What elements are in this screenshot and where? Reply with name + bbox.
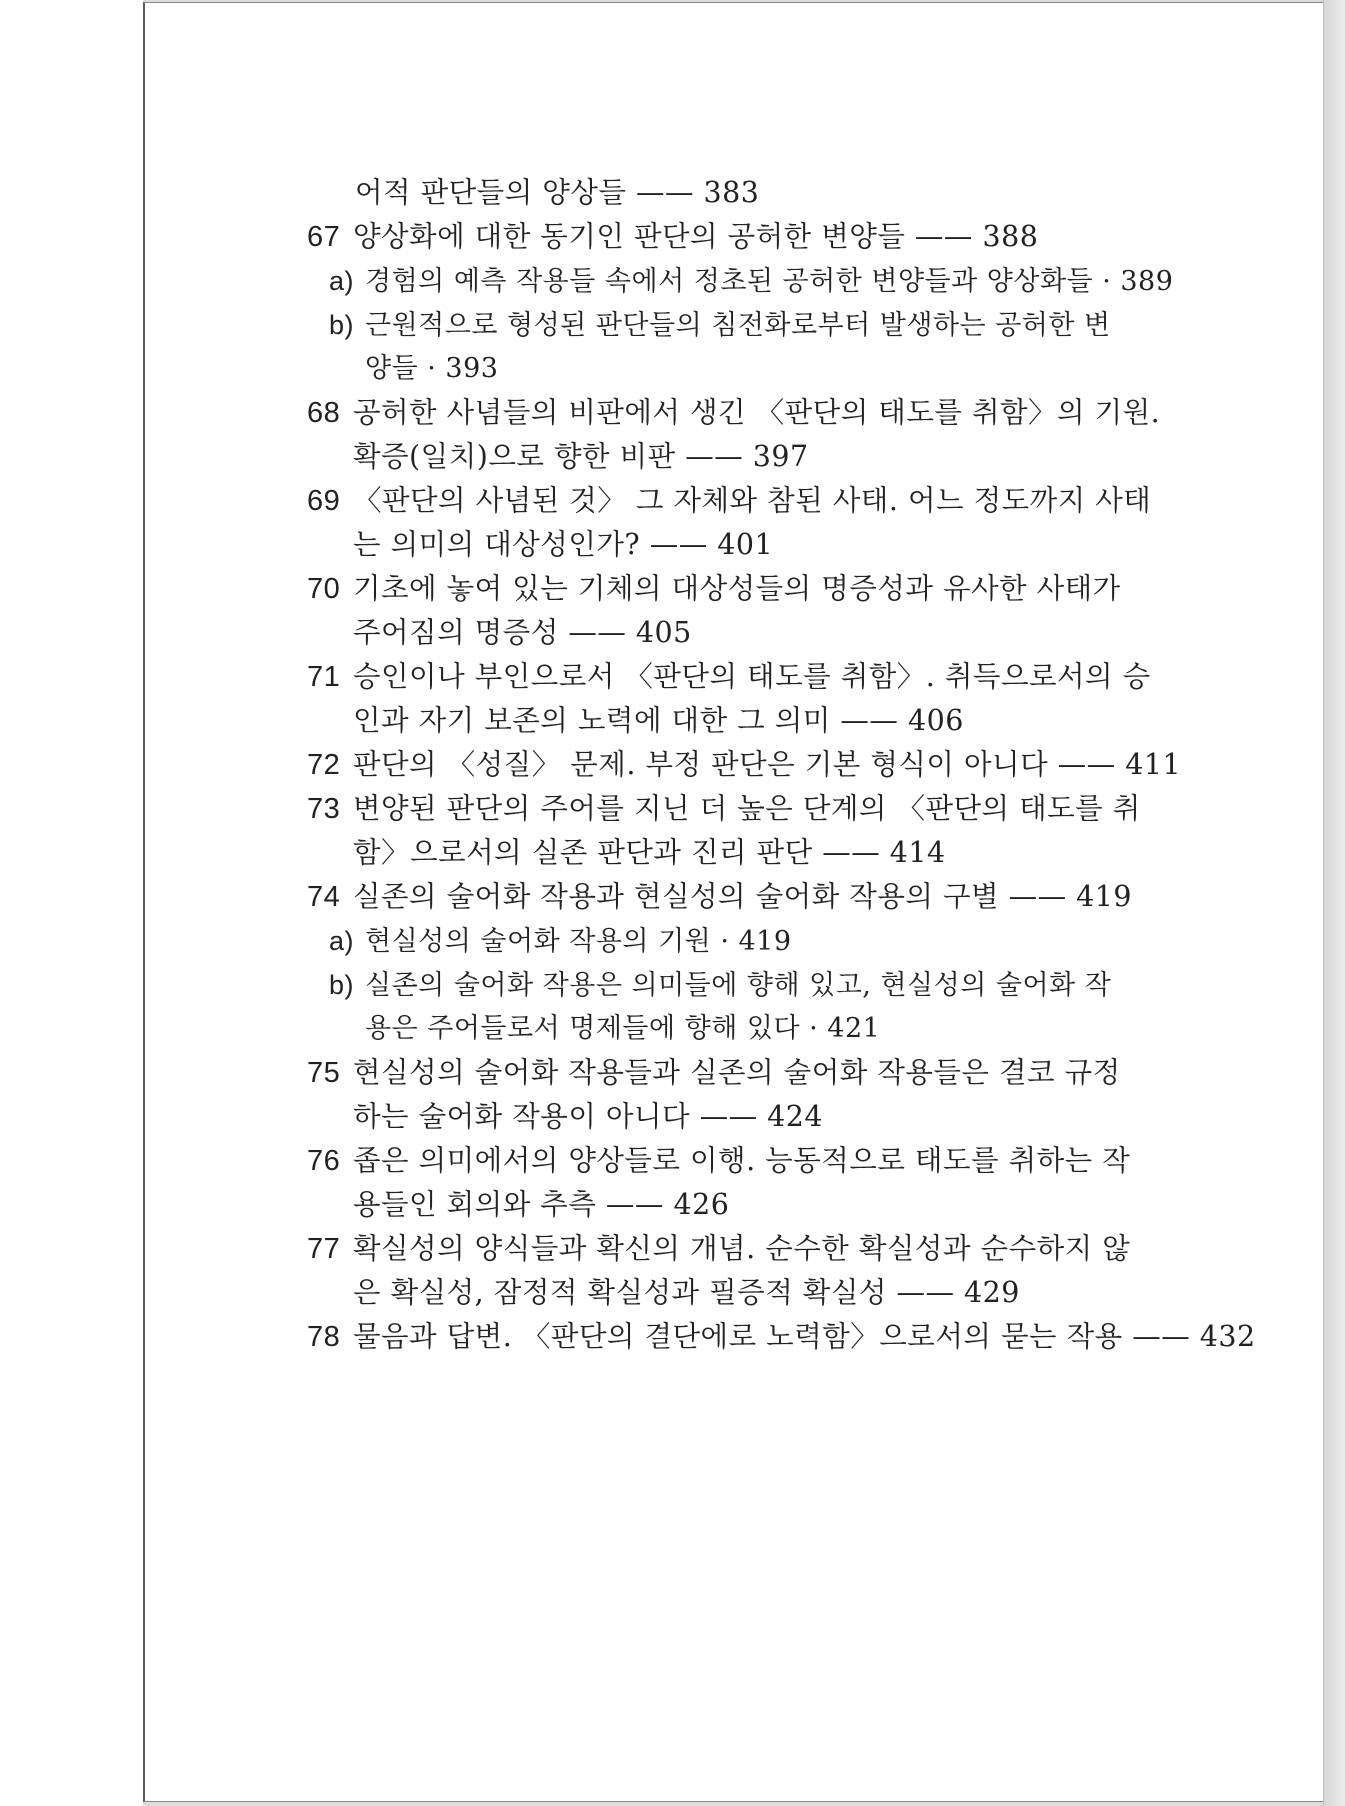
toc-entry-text: 실존의 술어화 작용은 의미들에 향해 있고, 현실성의 술어화 작 — [365, 970, 1112, 1001]
toc-line — [307, 1317, 1256, 1357]
toc-entry-text: 양들 · 393 — [365, 353, 499, 384]
toc-line — [307, 393, 1160, 433]
toc-entry-text: 용들인 회의와 추측 —— 426 — [353, 1188, 730, 1221]
toc-line — [329, 261, 1173, 301]
subsection-label: b) — [329, 310, 355, 340]
toc-entry-text: 은 확실성, 잠정적 확실성과 필증적 확실성 —— 429 — [353, 1276, 1020, 1309]
toc-entry-text: 양상화에 대한 동기인 판단의 공허한 변양들 —— 388 — [353, 220, 1039, 253]
viewer-left-margin — [0, 0, 143, 1806]
toc-line — [353, 1185, 729, 1225]
toc-entry-text: 주어짐의 명증성 —— 405 — [353, 616, 692, 649]
toc-line — [307, 745, 1181, 785]
toc-line — [307, 217, 1038, 257]
toc-line — [329, 921, 792, 961]
toc-entry-text: 물음과 답변. 〈판단의 결단에로 노력함〉으로서의 묻는 작용 —— 432 — [353, 1320, 1256, 1353]
toc-entry-text: 좁은 의미에서의 양상들로 이행. 능동적으로 태도를 취하는 작 — [353, 1144, 1131, 1177]
toc-line — [307, 481, 1151, 521]
toc-line — [353, 833, 946, 873]
toc-entry-text: 확실성의 양식들과 확신의 개념. 순수한 확실성과 순수하지 않 — [353, 1232, 1131, 1265]
toc-line — [329, 965, 1111, 1005]
section-number: 68 — [307, 397, 341, 429]
toc-line — [307, 657, 1151, 697]
toc-entry-text: 판단의 〈성질〉 문제. 부정 판단은 기본 형식이 아니다 —— 411 — [353, 748, 1182, 781]
toc-line — [307, 789, 1141, 829]
section-number: 70 — [307, 573, 341, 605]
toc-line — [307, 569, 1121, 609]
subsection-label: b) — [329, 970, 355, 1000]
toc-line — [353, 701, 964, 741]
subsection-label: a) — [329, 926, 355, 956]
section-number: 71 — [307, 661, 341, 693]
viewer-scrollbar-track[interactable] — [1323, 0, 1345, 1806]
toc-line — [353, 1097, 823, 1137]
section-number: 72 — [307, 749, 341, 781]
toc-line — [365, 349, 498, 389]
toc-entry-text: 현실성의 술어화 작용의 기원 · 419 — [365, 926, 792, 957]
toc-line — [329, 305, 1111, 345]
toc-line — [365, 1009, 880, 1049]
toc-line — [353, 1273, 1020, 1313]
toc-entry-text: 공허한 사념들의 비판에서 생긴 〈판단의 태도를 취함〉의 기원. — [353, 396, 1161, 429]
document-page — [143, 2, 1323, 1802]
toc-entry-text: 는 의미의 대상성인가? —— 401 — [353, 528, 774, 561]
toc-line — [353, 437, 809, 477]
toc-entry-text: 〈판단의 사념된 것〉 그 자체와 참된 사태. 어느 정도까지 사태 — [353, 484, 1152, 517]
toc-entry-text: 함〉으로서의 실존 판단과 진리 판단 —— 414 — [353, 836, 946, 869]
toc-line — [307, 877, 1132, 917]
toc-line — [307, 1141, 1130, 1181]
section-number: 76 — [307, 1145, 341, 1177]
section-number: 78 — [307, 1321, 341, 1353]
toc-entry-text: 실존의 술어화 작용과 현실성의 술어화 작용의 구별 —— 419 — [353, 880, 1133, 913]
toc-line — [355, 173, 759, 213]
toc-line — [353, 613, 692, 653]
section-number: 67 — [307, 221, 341, 253]
toc-entry-text: 승인이나 부인으로서 〈판단의 태도를 취함〉. 취득으로서의 승 — [353, 660, 1151, 693]
section-number: 74 — [307, 881, 341, 913]
section-number: 77 — [307, 1233, 341, 1265]
section-number: 75 — [307, 1057, 341, 1089]
toc-entry-text: 현실성의 술어화 작용들과 실존의 술어화 작용들은 결코 규정 — [353, 1056, 1121, 1089]
toc-entry-text: 어적 판단들의 양상들 —— 383 — [355, 176, 760, 209]
toc-entry-text: 경험의 예측 작용들 속에서 정초된 공허한 변양들과 양상화들 · 389 — [365, 266, 1174, 297]
toc-entry-text: 기초에 놓여 있는 기체의 대상성들의 명증성과 유사한 사태가 — [353, 572, 1121, 605]
toc-line — [307, 1229, 1130, 1269]
toc-line — [353, 525, 773, 565]
toc-entry-text: 근원적으로 형성된 판단들의 침전화로부터 발생하는 공허한 변 — [365, 310, 1111, 341]
section-number: 69 — [307, 485, 341, 517]
toc-entry-text: 용은 주어들로서 명제들에 향해 있다 · 421 — [365, 1013, 881, 1044]
toc-line — [307, 1053, 1121, 1093]
section-number: 73 — [307, 793, 341, 825]
toc-entry-text: 인과 자기 보존의 노력에 대한 그 의미 —— 406 — [353, 704, 964, 737]
toc-entry-text: 변양된 판단의 주어를 지닌 더 높은 단계의 〈판단의 태도를 취 — [353, 792, 1141, 825]
toc-entry-text: 하는 술어화 작용이 아니다 —— 424 — [353, 1100, 824, 1133]
subsection-label: a) — [329, 266, 355, 296]
toc-entry-text: 확증(일치)으로 향한 비판 —— 397 — [353, 440, 809, 473]
